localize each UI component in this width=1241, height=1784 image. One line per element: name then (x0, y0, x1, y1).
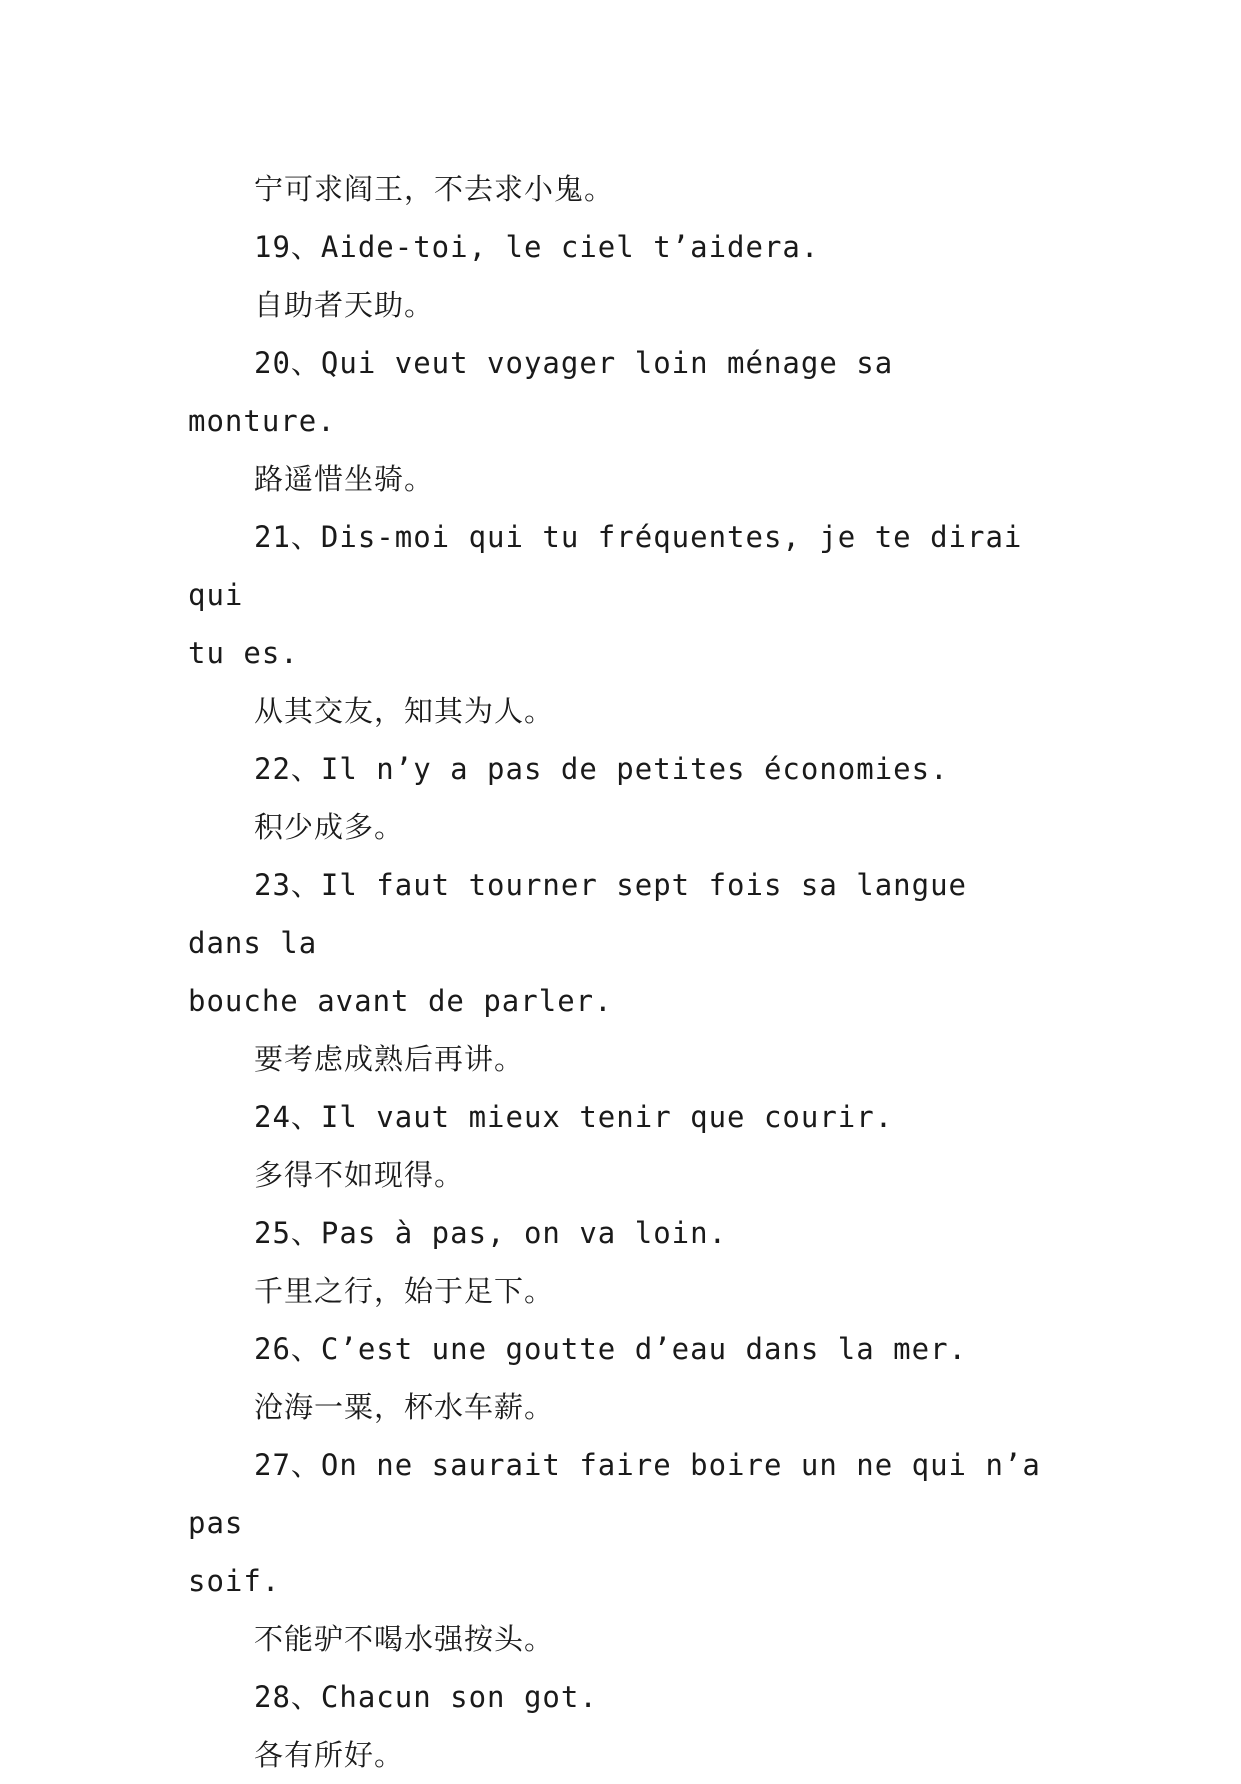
proverb-25-chinese: 千里之行，始于足下。 (254, 1274, 555, 1308)
proverb-20-chinese: 路遥惜坐骑。 (254, 462, 435, 496)
proverb-22-chinese: 积少成多。 (254, 810, 405, 844)
proverb-24-chinese: 多得不如现得。 (254, 1158, 465, 1192)
proverb-23-french-continued: bouche avant de parler. (188, 984, 613, 1018)
proverb-28-chinese: 各有所好。 (254, 1738, 405, 1772)
proverb-28-french: 28、Chacun son got. (254, 1680, 598, 1714)
proverb-21-french-continued: tu es. (188, 636, 299, 670)
proverb-24-french: 24、Il vaut mieux tenir que courir. (254, 1100, 894, 1134)
proverb-26-chinese: 沧海一粟，杯水车薪。 (254, 1390, 555, 1424)
proverb-23-chinese: 要考虑成熟后再讲。 (254, 1042, 525, 1076)
proverb-21-french: 21、Dis-moi qui tu fréquentes, je te dirai qui (188, 520, 1041, 612)
proverb-20-french: 20、Qui veut voyager loin ménage sa monture. (188, 346, 912, 438)
document-body (188, 160, 1058, 1784)
proverb-26-french: 26、C’est une goutte d’eau dans la mer. (254, 1332, 968, 1366)
proverb-23-french: 23、Il faut tourner sept fois sa langue dans la (188, 868, 986, 960)
text-line: 宁可求阎王，不去求小鬼。 (254, 172, 615, 206)
proverb-27-chinese: 不能驴不喝水强按头。 (254, 1622, 555, 1656)
proverb-25-french: 25、Pas à pas, on va loin. (254, 1216, 728, 1250)
proverb-19-french: 19、Aide-toi, le ciel t’aidera. (254, 230, 820, 264)
proverb-22-french: 22、Il n’y a pas de petites économies. (254, 752, 949, 786)
proverb-21-chinese: 从其交友，知其为人。 (254, 694, 555, 728)
proverb-19-chinese: 自助者天助。 (254, 288, 435, 322)
proverb-27-french-continued: soif. (188, 1564, 281, 1598)
proverb-27-french: 27、On ne saurait faire boire un ne qui n’a pas (188, 1448, 1060, 1540)
